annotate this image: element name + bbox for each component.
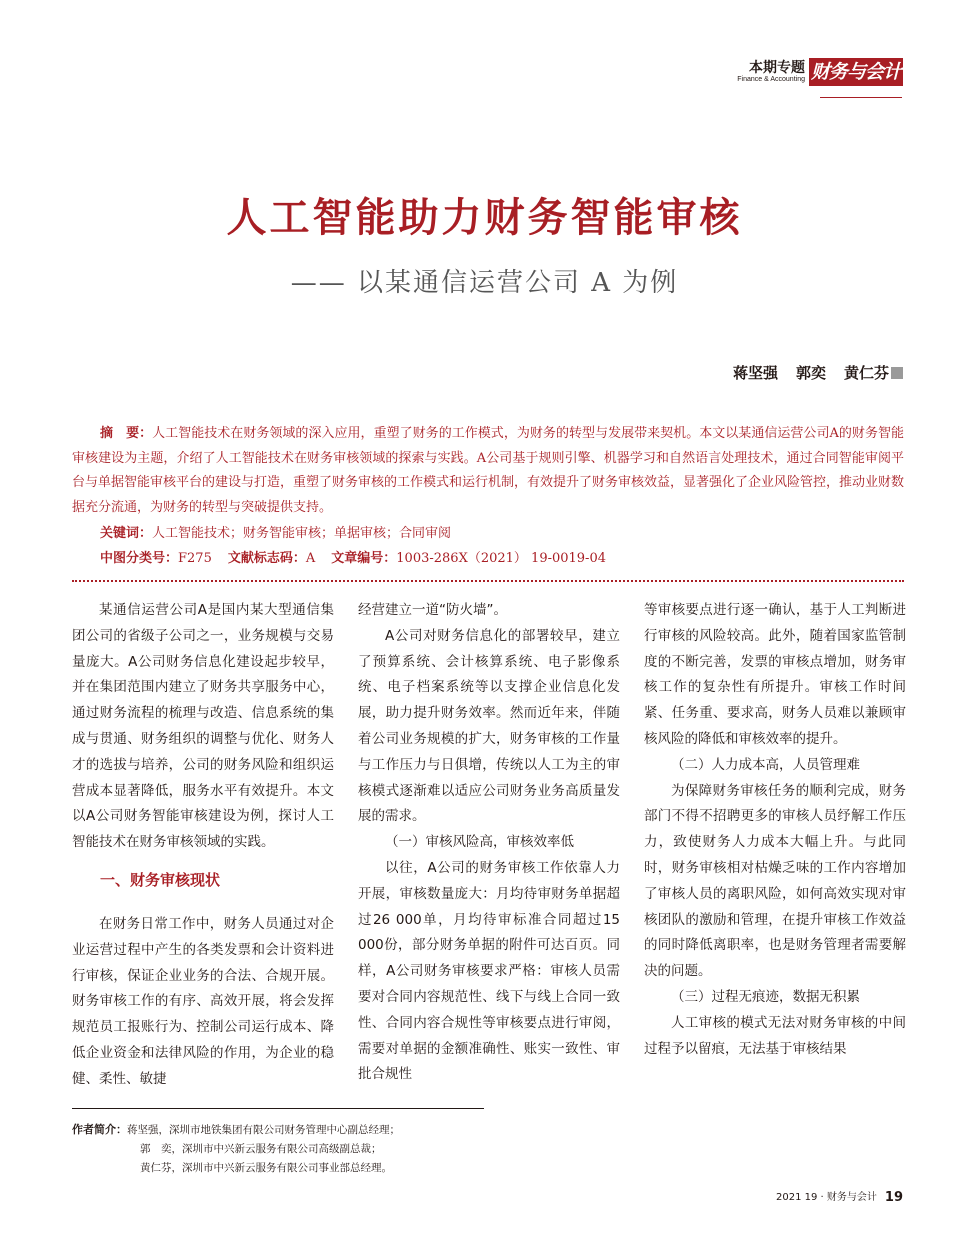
section-label: 本期专题 — [749, 60, 805, 76]
body-paragraph: 等审核要点进行逐一确认，基于人工判断进行审核的风险较高。此外，随着国家监管制度的不断完善，发票的审核点增加，财务审核工作的复杂性有所提升。审核工作时间紧、任务重、要求高，财务人员难以兼顾审核风险的降低和审核效率的提升。 — [644, 602, 906, 747]
keywords-text: 人工智能技术；财务智能审核；单据审核；合同审阅 — [152, 526, 452, 541]
body-paragraph: A公司对财务信息化的部署较早，建立了预算系统、会计核算系统、电子影像系统、电子档案系统等以支撑企业信息化发展，助力提升财务效率。然而近年来，伴随着公司业务规模的扩大，财务审核的工作量与工作压力与日俱增，传统以人工为主的审核模式逐渐难以适应公司财务业务高质量发展的需求。 — [358, 627, 620, 825]
body-paragraph: 经营建立一道“防火墙”。 — [358, 602, 507, 618]
header-divider — [820, 97, 902, 98]
body-paragraph: 为保障财务审核任务的顺利完成，财务部门不得不招聘更多的审核人员纾解工作压力，致使财务人力成本大幅上升。与此同时，财务审核相对枯燥乏味的工作内容增加了审核人员的离职风险，如何高效实现对审核团队的激励和管理，在提升审核工作效益的同时降低离职率，也是财务管理者需要解决的问题。 — [644, 782, 906, 980]
body-paragraph: 以往，A公司的财务审核工作依靠人力开展，审核数量庞大：月均待审财务单据超过26 000单，月均待审标准合同超过15 000份，部分财务单据的附件可达百页。同样，A公司财务审核要求严格：审核人员需要对合同内容规范性、线下与线上合同一致性、合同内容合规性等审核要点进行审阅，需要对单据的金额准确性、账实一致性、审批合规性 — [358, 859, 620, 1083]
footnote-line: 黄仁芬，深圳市中兴新云服务有限公司事业部总经理。 — [140, 1162, 392, 1174]
article-title: 人工智能助力财务智能审核 — [226, 195, 743, 241]
author-list — [733, 362, 903, 383]
clc-label: 中图分类号： — [100, 551, 179, 566]
page-footer — [776, 1188, 903, 1205]
journal-logo: 财务与会计 — [809, 58, 903, 86]
keywords-label: 关键词： — [100, 526, 153, 541]
author-bio-footnote — [72, 1120, 672, 1178]
footnote-divider — [72, 1108, 484, 1109]
subsection-heading: （一）审核风险高，审核效率低 — [385, 834, 574, 851]
footnote-line: 蒋坚强，深圳市地铁集团有限公司财务管理中心副总经理； — [127, 1124, 400, 1136]
author-name: 黄仁芬 — [843, 364, 889, 382]
clc-value: F275 — [178, 551, 212, 566]
body-paragraph: 在财务日常工作中，财务人员通过对企业运营过程中产生的各类发票和会计资料进行审核，保证企业业务的合法、合规开展。财务审核工作的有序、高效开展，将会发挥规范员工报账行为、控制公司运行成本、降低企业资金和法律风险的作用，为企业的稳健、柔性、敏捷 — [72, 915, 334, 1087]
abstract — [72, 422, 904, 520]
abstract-divider — [72, 580, 904, 582]
article-subtitle: —— 以某通信运营公司 A 为例 — [290, 268, 679, 298]
body-column-2 — [358, 598, 620, 1088]
abstract-label: 摘 要： — [100, 426, 153, 441]
end-square-icon — [891, 367, 903, 379]
classification-line — [100, 547, 606, 566]
body-paragraph: 某通信运营公司A是国内某大型通信集团公司的省级子公司之一，业务规模与交易量庞大。A公司财务信息化建设起步较早，并在集团范围内建立了财务共享服务中心，通过财务流程的梳理与改造、信息系统的集成与贯通、财务组织的调整与优化、财务人才的选拔与培养，公司的财务风险和组织运营成本显著降低，服务水平有效提升。本文以A公司财务智能审核建设为例，探讨人工智能技术在财务审核领域的实践。 — [72, 602, 334, 851]
body-column-3 — [644, 598, 906, 1062]
footnote-label: 作者简介： — [72, 1123, 127, 1136]
body-column-1 — [72, 598, 334, 1093]
subsection-heading: （三）过程无痕迹，数据无积累 — [671, 988, 860, 1005]
section-heading: 一、财务审核现状 — [100, 870, 221, 889]
page-number: 19 — [884, 1190, 903, 1205]
journal-header — [603, 54, 903, 94]
subsection-heading: （二）人力成本高，人员管理难 — [671, 756, 860, 773]
footnote-line: 郭 奕，深圳市中兴新云服务有限公司高级副总裁； — [140, 1143, 382, 1155]
abstract-text: 人工智能技术在财务领域的深入应用，重塑了财务的工作模式，为财务的转型与发展带来契机。本文以某通信运营公司A的财务智能审核建设为主题，介绍了人工智能技术在财务审核领域的探索与实践。A公司基于规则引擎、机器学习和自然语言处理技术，通过合同智能审阅平台与单据智能审核平台的建设与打造，重塑了财务审核的工作模式和运行机制，有效提升了财务审核效益，显著强化了企业风险管控，推动业财数据充分流通，为财务的转型与突破提供支持。 — [72, 426, 905, 515]
issue-info: 2021 19 · 财务与会计 — [776, 1192, 877, 1203]
body-paragraph: 人工审核的模式无法对财务审核的中间过程予以留痕，无法基于审核结果 — [644, 1014, 906, 1057]
article-number-label: 文章编号： — [331, 551, 397, 566]
article-number-value: 1003-286X（2021） 19-0019-04 — [396, 551, 606, 566]
journal-english-name: Finance & Accounting — [737, 76, 805, 83]
author-name: 郭奕 — [795, 364, 826, 382]
keywords — [100, 522, 451, 541]
doc-code-value: A — [305, 551, 316, 566]
author-name: 蒋坚强 — [732, 364, 778, 382]
doc-code-label: 文献标志码： — [227, 551, 306, 566]
